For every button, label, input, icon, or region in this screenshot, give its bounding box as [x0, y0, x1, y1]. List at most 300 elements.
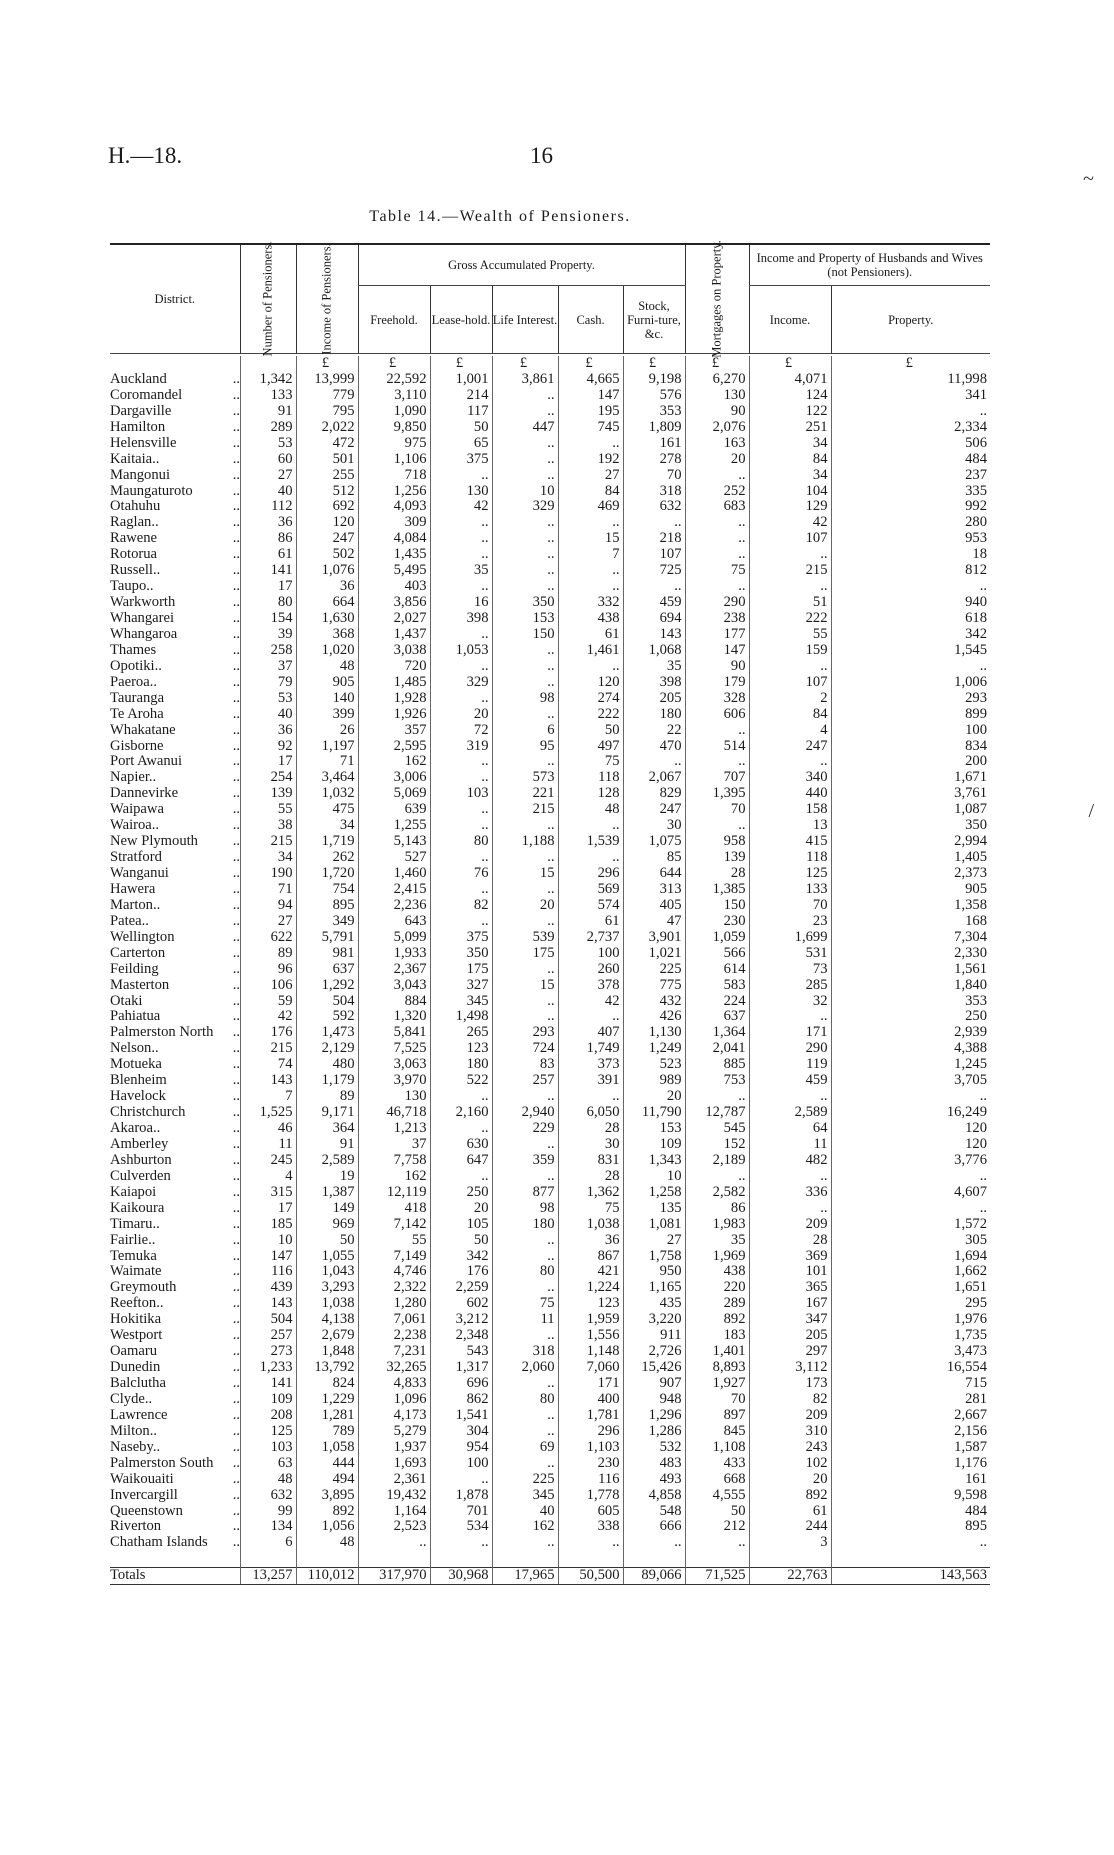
table-row — [110, 802, 990, 818]
col-leasehold-header: Lease-hold. — [430, 286, 492, 354]
cell-hw-income: 209 — [749, 1217, 831, 1233]
cell-cash: 378 — [558, 978, 623, 994]
cell-hw-income: 285 — [749, 978, 831, 994]
cell-income: 969 — [296, 1217, 358, 1233]
page-number: 16 — [530, 143, 553, 168]
cell-hw-income: 215 — [749, 563, 831, 579]
leader-dots: .. — [232, 1248, 240, 1264]
table-row — [110, 1376, 990, 1392]
cell-cash: 1,778 — [558, 1488, 623, 1504]
cell-number: 134 — [240, 1519, 296, 1535]
leader-dots: .. — [232, 579, 240, 595]
table-row — [110, 1057, 990, 1073]
cell-hw-property: 1,561 — [831, 962, 990, 978]
cell-hw-income: 415 — [749, 834, 831, 850]
cell-hw-income: 64 — [749, 1121, 831, 1137]
cell-stock: 247 — [623, 802, 685, 818]
cell-income: 502 — [296, 547, 358, 563]
cell-number: 106 — [240, 978, 296, 994]
cell-mortgages: 2,189 — [685, 1153, 749, 1169]
table-row — [110, 1472, 990, 1488]
cell-life: .. — [492, 1009, 558, 1025]
cell-mortgages: 897 — [685, 1408, 749, 1424]
cell-mortgages: 707 — [685, 770, 749, 786]
cell-leasehold: 117 — [430, 404, 492, 420]
cell-hw-property: 120 — [831, 1137, 990, 1153]
cell-freehold: 1,280 — [358, 1296, 430, 1312]
cell-hw-income: 51 — [749, 595, 831, 611]
table-row — [110, 563, 990, 579]
cell-hw-income: 28 — [749, 1233, 831, 1249]
cell-leasehold: 265 — [430, 1025, 492, 1041]
cell-number: 4 — [240, 1169, 296, 1185]
cell-stock: 2,726 — [623, 1344, 685, 1360]
cell-stock: 435 — [623, 1296, 685, 1312]
table-row — [110, 627, 990, 643]
cell-stock: 493 — [623, 1472, 685, 1488]
cell-number: 154 — [240, 611, 296, 627]
leader-dots: .. — [232, 1057, 240, 1073]
cell-hw-income: 2,589 — [749, 1105, 831, 1121]
leader-dots: .. — [232, 993, 240, 1009]
cell-district — [110, 723, 240, 739]
totals-label: Totals — [110, 1568, 240, 1585]
cell-district — [110, 1169, 240, 1185]
cell-number: 91 — [240, 404, 296, 420]
district-name: Feilding — [110, 961, 159, 977]
leader-dots: .. — [232, 1328, 240, 1344]
cell-stock: 1,249 — [623, 1041, 685, 1057]
cell-number: 215 — [240, 1041, 296, 1057]
cell-mortgages: 2,041 — [685, 1041, 749, 1057]
cell-leasehold: .. — [430, 1089, 492, 1105]
table-row — [110, 1392, 990, 1408]
col-cash-header: Cash. — [558, 286, 623, 354]
leader-dots: .. — [232, 1184, 240, 1200]
cell-hw-income: 459 — [749, 1073, 831, 1089]
cell-number: 176 — [240, 1025, 296, 1041]
cell-cash: 118 — [558, 770, 623, 786]
cell-life: .. — [492, 388, 558, 404]
pound-symbol: £ — [296, 356, 358, 372]
cell-life: .. — [492, 1424, 558, 1440]
cell-hw-property: 295 — [831, 1296, 990, 1312]
district-name: Whakatane — [110, 722, 176, 738]
cell-cash: 831 — [558, 1153, 623, 1169]
cell-life: .. — [492, 1137, 558, 1153]
district-name: Raglan.. — [110, 515, 159, 531]
totals-row — [110, 1568, 990, 1585]
leader-dots: .. — [232, 690, 240, 706]
cell-mortgages: 2,076 — [685, 420, 749, 436]
cell-number: 59 — [240, 994, 296, 1010]
cell-district — [110, 1280, 240, 1296]
cell-hw-property: 100 — [831, 723, 990, 739]
table-row — [110, 866, 990, 882]
cell-district — [110, 563, 240, 579]
cell-district — [110, 1488, 240, 1504]
cell-life: .. — [492, 850, 558, 866]
cell-district — [110, 930, 240, 946]
cell-income: 349 — [296, 914, 358, 930]
cell-leasehold: 954 — [430, 1440, 492, 1456]
cell-leasehold: .. — [430, 515, 492, 531]
cell-cash: 36 — [558, 1233, 623, 1249]
leader-dots: .. — [232, 1121, 240, 1136]
district-name: Port Awanui — [110, 754, 183, 770]
cell-cash: 84 — [558, 484, 623, 500]
cell-freehold: 1,164 — [358, 1504, 430, 1520]
cell-cash: 30 — [558, 1137, 623, 1153]
title-end: Pensioners. — [540, 208, 631, 225]
pound-symbol: £ — [831, 356, 990, 372]
table-row — [110, 404, 990, 420]
district-name: Whangarei — [110, 611, 175, 626]
cell-hw-income: 3 — [749, 1535, 831, 1551]
cell-income: 120 — [296, 515, 358, 531]
leader-dots: .. — [232, 1503, 240, 1519]
pound-symbol: £ — [685, 356, 749, 372]
cell-life: 80 — [492, 1392, 558, 1408]
cell-leasehold: 65 — [430, 436, 492, 452]
cell-income: 1,043 — [296, 1264, 358, 1280]
cell-mortgages: .. — [685, 468, 749, 484]
table-row — [110, 1233, 990, 1249]
cell-hw-property: 11,998 — [831, 372, 990, 388]
cell-mortgages: 606 — [685, 707, 749, 723]
cell-stock: .. — [623, 754, 685, 770]
cell-hw-property: 120 — [831, 1121, 990, 1137]
district-name: Chatham Islands — [110, 1535, 208, 1551]
cell-hw-property: 484 — [831, 1504, 990, 1520]
cell-stock: 15,426 — [623, 1360, 685, 1376]
table-row — [110, 1217, 990, 1233]
cell-cash: 28 — [558, 1121, 623, 1137]
title-main: Wealth — [459, 208, 514, 225]
table-row — [110, 962, 990, 978]
cell-mortgages: 2,582 — [685, 1185, 749, 1201]
district-name: Nelson.. — [110, 1041, 159, 1057]
cell-leasehold: .. — [430, 547, 492, 563]
table-row — [110, 1137, 990, 1153]
total-mortgages: 71,525 — [685, 1568, 749, 1585]
cell-stock: 20 — [623, 1089, 685, 1105]
cell-stock: 70 — [623, 468, 685, 484]
cell-freehold: 162 — [358, 754, 430, 770]
cell-district — [110, 484, 240, 500]
cell-cash: 1,224 — [558, 1280, 623, 1296]
cell-hw-property: 1,662 — [831, 1264, 990, 1280]
leader-dots: .. — [232, 1232, 240, 1248]
cell-district — [110, 802, 240, 818]
cell-stock: 459 — [623, 595, 685, 611]
cell-income: 364 — [296, 1121, 358, 1137]
cell-income: 1,292 — [296, 978, 358, 994]
district-name: Carterton — [110, 945, 166, 961]
cell-freehold: 527 — [358, 850, 430, 866]
leader-dots: .. — [232, 467, 240, 483]
cell-income: 149 — [296, 1201, 358, 1217]
cell-life: 80 — [492, 1264, 558, 1280]
cell-district — [110, 1408, 240, 1424]
cell-hw-income: 173 — [749, 1376, 831, 1392]
leader-dots: .. — [232, 866, 240, 881]
cell-mortgages: .. — [685, 515, 749, 531]
cell-leasehold: .. — [430, 1169, 492, 1185]
cell-income: 19 — [296, 1169, 358, 1185]
cell-district — [110, 866, 240, 882]
cell-district — [110, 420, 240, 436]
cell-cash: 338 — [558, 1519, 623, 1535]
table-row — [110, 547, 990, 563]
cell-district — [110, 1201, 240, 1217]
cell-mortgages: 438 — [685, 1264, 749, 1280]
table-row — [110, 1201, 990, 1217]
cell-stock: 694 — [623, 611, 685, 627]
cell-hw-property: 168 — [831, 914, 990, 930]
cell-stock: 1,758 — [623, 1249, 685, 1265]
leader-dots: .. — [232, 1471, 240, 1487]
cell-freehold: 403 — [358, 579, 430, 595]
cell-hw-property: 1,245 — [831, 1057, 990, 1073]
cell-mortgages: 6,270 — [685, 372, 749, 388]
cell-district — [110, 627, 240, 643]
cell-number: 27 — [240, 914, 296, 930]
cell-life: .. — [492, 914, 558, 930]
cell-income: 5,791 — [296, 930, 358, 946]
cell-freehold: 3,970 — [358, 1073, 430, 1089]
cell-stock: .. — [623, 1535, 685, 1551]
cell-hw-income: .. — [749, 1201, 831, 1217]
total-cash: 50,500 — [558, 1568, 623, 1585]
table-row — [110, 1424, 990, 1440]
cell-number: 439 — [240, 1280, 296, 1296]
cell-hw-property: 237 — [831, 468, 990, 484]
cell-number: 133 — [240, 388, 296, 404]
cell-stock: 1,343 — [623, 1153, 685, 1169]
cell-stock: 907 — [623, 1376, 685, 1392]
cell-mortgages: 238 — [685, 611, 749, 627]
cell-freehold: 1,933 — [358, 946, 430, 962]
cell-freehold: 643 — [358, 914, 430, 930]
cell-life: 11 — [492, 1312, 558, 1328]
district-name: Westport — [110, 1328, 163, 1344]
cell-hw-property: 618 — [831, 611, 990, 627]
cell-mortgages: 183 — [685, 1328, 749, 1344]
cell-income: 1,848 — [296, 1344, 358, 1360]
cell-district — [110, 499, 240, 515]
cell-mortgages: 892 — [685, 1312, 749, 1328]
cell-life: .. — [492, 1089, 558, 1105]
cell-mortgages: 139 — [685, 850, 749, 866]
cell-freehold: 884 — [358, 994, 430, 1010]
cell-mortgages: 130 — [685, 388, 749, 404]
cell-stock: 11,790 — [623, 1105, 685, 1121]
cell-income: 89 — [296, 1089, 358, 1105]
cell-number: 61 — [240, 547, 296, 563]
cell-cash: 1,959 — [558, 1312, 623, 1328]
cell-hw-property: 3,705 — [831, 1073, 990, 1089]
total-hw-property: 143,563 — [831, 1568, 990, 1585]
cell-income: 1,630 — [296, 611, 358, 627]
leader-dots: .. — [232, 547, 240, 563]
cell-hw-income: 171 — [749, 1025, 831, 1041]
table-row — [110, 786, 990, 802]
cell-hw-property: 4,388 — [831, 1041, 990, 1057]
table-row — [110, 436, 990, 452]
leader-dots: .. — [232, 531, 240, 547]
cell-district — [110, 1424, 240, 1440]
cell-number: 48 — [240, 1472, 296, 1488]
cell-income: 1,032 — [296, 786, 358, 802]
cell-cash: 1,556 — [558, 1328, 623, 1344]
cell-stock: 432 — [623, 994, 685, 1010]
cell-income: 247 — [296, 531, 358, 547]
cell-income: 795 — [296, 404, 358, 420]
table-row — [110, 1041, 990, 1057]
cell-freehold: 19,432 — [358, 1488, 430, 1504]
cell-number: 92 — [240, 739, 296, 755]
district-name: Mangonui — [110, 467, 170, 483]
cell-district — [110, 754, 240, 770]
cell-hw-income: 84 — [749, 707, 831, 723]
col-hw-property-header: Property. — [831, 286, 990, 354]
cell-freehold: 5,143 — [358, 834, 430, 850]
cell-income: 592 — [296, 1009, 358, 1025]
cell-stock: 3,901 — [623, 930, 685, 946]
cell-life: 359 — [492, 1153, 558, 1169]
cell-leasehold: 345 — [430, 994, 492, 1010]
cell-number: 215 — [240, 834, 296, 850]
table-row — [110, 1025, 990, 1041]
cell-hw-property: 940 — [831, 595, 990, 611]
cell-income: 13,999 — [296, 372, 358, 388]
cell-cash: 1,539 — [558, 834, 623, 850]
cell-freehold: 3,006 — [358, 770, 430, 786]
cell-freehold: 5,279 — [358, 1424, 430, 1440]
cell-district — [110, 691, 240, 707]
cell-leasehold: 105 — [430, 1217, 492, 1233]
cell-hw-income: 119 — [749, 1057, 831, 1073]
cell-hw-income: 42 — [749, 515, 831, 531]
cell-hw-income: 310 — [749, 1424, 831, 1440]
leader-dots: .. — [232, 722, 240, 738]
cell-stock: 143 — [623, 627, 685, 643]
leader-dots: .. — [232, 1487, 240, 1503]
cell-hw-property: 335 — [831, 484, 990, 500]
cell-hw-income: 133 — [749, 882, 831, 898]
cell-district — [110, 850, 240, 866]
cell-mortgages: 566 — [685, 946, 749, 962]
cell-leasehold: 72 — [430, 723, 492, 739]
cell-freehold: 7,758 — [358, 1153, 430, 1169]
cell-stock: 161 — [623, 436, 685, 452]
district-name: Wellington — [110, 929, 175, 945]
cell-stock: 1,130 — [623, 1025, 685, 1041]
cell-district — [110, 1121, 240, 1137]
cell-number: 36 — [240, 515, 296, 531]
cell-district — [110, 1105, 240, 1121]
cell-district — [110, 994, 240, 1010]
leader-dots: .. — [232, 499, 240, 515]
cell-life: 162 — [492, 1519, 558, 1535]
cell-mortgages: 683 — [685, 499, 749, 515]
cell-hw-property: 715 — [831, 1376, 990, 1392]
district-name: Hawera — [110, 881, 156, 897]
cell-leasehold: 862 — [430, 1392, 492, 1408]
district-name: Lawrence — [110, 1407, 168, 1423]
district-name: Dunedin — [110, 1360, 161, 1376]
cell-hw-income: 482 — [749, 1153, 831, 1169]
table-row — [110, 372, 990, 388]
cell-hw-property: 1,572 — [831, 1217, 990, 1233]
cell-district — [110, 946, 240, 962]
cell-district — [110, 1440, 240, 1456]
cell-income: 1,387 — [296, 1185, 358, 1201]
cell-hw-income: 209 — [749, 1408, 831, 1424]
table-row — [110, 754, 990, 770]
cell-stock: 1,165 — [623, 1280, 685, 1296]
cell-freehold: 1,256 — [358, 484, 430, 500]
cell-stock: 1,296 — [623, 1408, 685, 1424]
cell-income: 1,281 — [296, 1408, 358, 1424]
cell-number: 46 — [240, 1121, 296, 1137]
cell-cash: 407 — [558, 1025, 623, 1041]
cell-cash: 260 — [558, 962, 623, 978]
cell-hw-income: 55 — [749, 627, 831, 643]
cell-stock: 9,198 — [623, 372, 685, 388]
cell-freehold: 4,746 — [358, 1264, 430, 1280]
cell-freehold: 1,106 — [358, 452, 430, 468]
cell-freehold: 7,525 — [358, 1041, 430, 1057]
district-name: Rawene — [110, 531, 158, 547]
cell-district — [110, 515, 240, 531]
cell-income: 1,197 — [296, 739, 358, 755]
cell-life: .. — [492, 882, 558, 898]
cell-mortgages: 35 — [685, 1233, 749, 1249]
cell-income: 501 — [296, 452, 358, 468]
district-name: Paeroa.. — [110, 674, 158, 690]
cell-number: 141 — [240, 563, 296, 579]
cell-mortgages: 75 — [685, 563, 749, 579]
cell-number: 190 — [240, 866, 296, 882]
cell-mortgages: .. — [685, 1535, 749, 1551]
leader-dots: .. — [232, 563, 240, 579]
cell-cash: 391 — [558, 1073, 623, 1089]
cell-hw-income: 4 — [749, 723, 831, 739]
cell-leasehold: 180 — [430, 1057, 492, 1073]
cell-number: 254 — [240, 770, 296, 786]
cell-hw-income: 3,112 — [749, 1360, 831, 1376]
cell-mortgages: .. — [685, 1089, 749, 1105]
cell-hw-income: .. — [749, 547, 831, 563]
cell-hw-property: 992 — [831, 499, 990, 515]
leader-dots: .. — [232, 642, 240, 658]
cell-leasehold: 123 — [430, 1041, 492, 1057]
cell-mortgages: 885 — [685, 1057, 749, 1073]
cell-income: 824 — [296, 1376, 358, 1392]
cell-number: 112 — [240, 499, 296, 515]
district-name: Rotorua — [110, 547, 158, 563]
cell-income: 255 — [296, 468, 358, 484]
district-name: Palmerston North — [110, 1025, 214, 1041]
cell-life: .. — [492, 1535, 558, 1551]
cell-hw-income: 122 — [749, 404, 831, 420]
cell-district — [110, 1360, 240, 1376]
cell-income: 1,038 — [296, 1296, 358, 1312]
cell-freehold: 162 — [358, 1169, 430, 1185]
cell-stock: 1,286 — [623, 1424, 685, 1440]
